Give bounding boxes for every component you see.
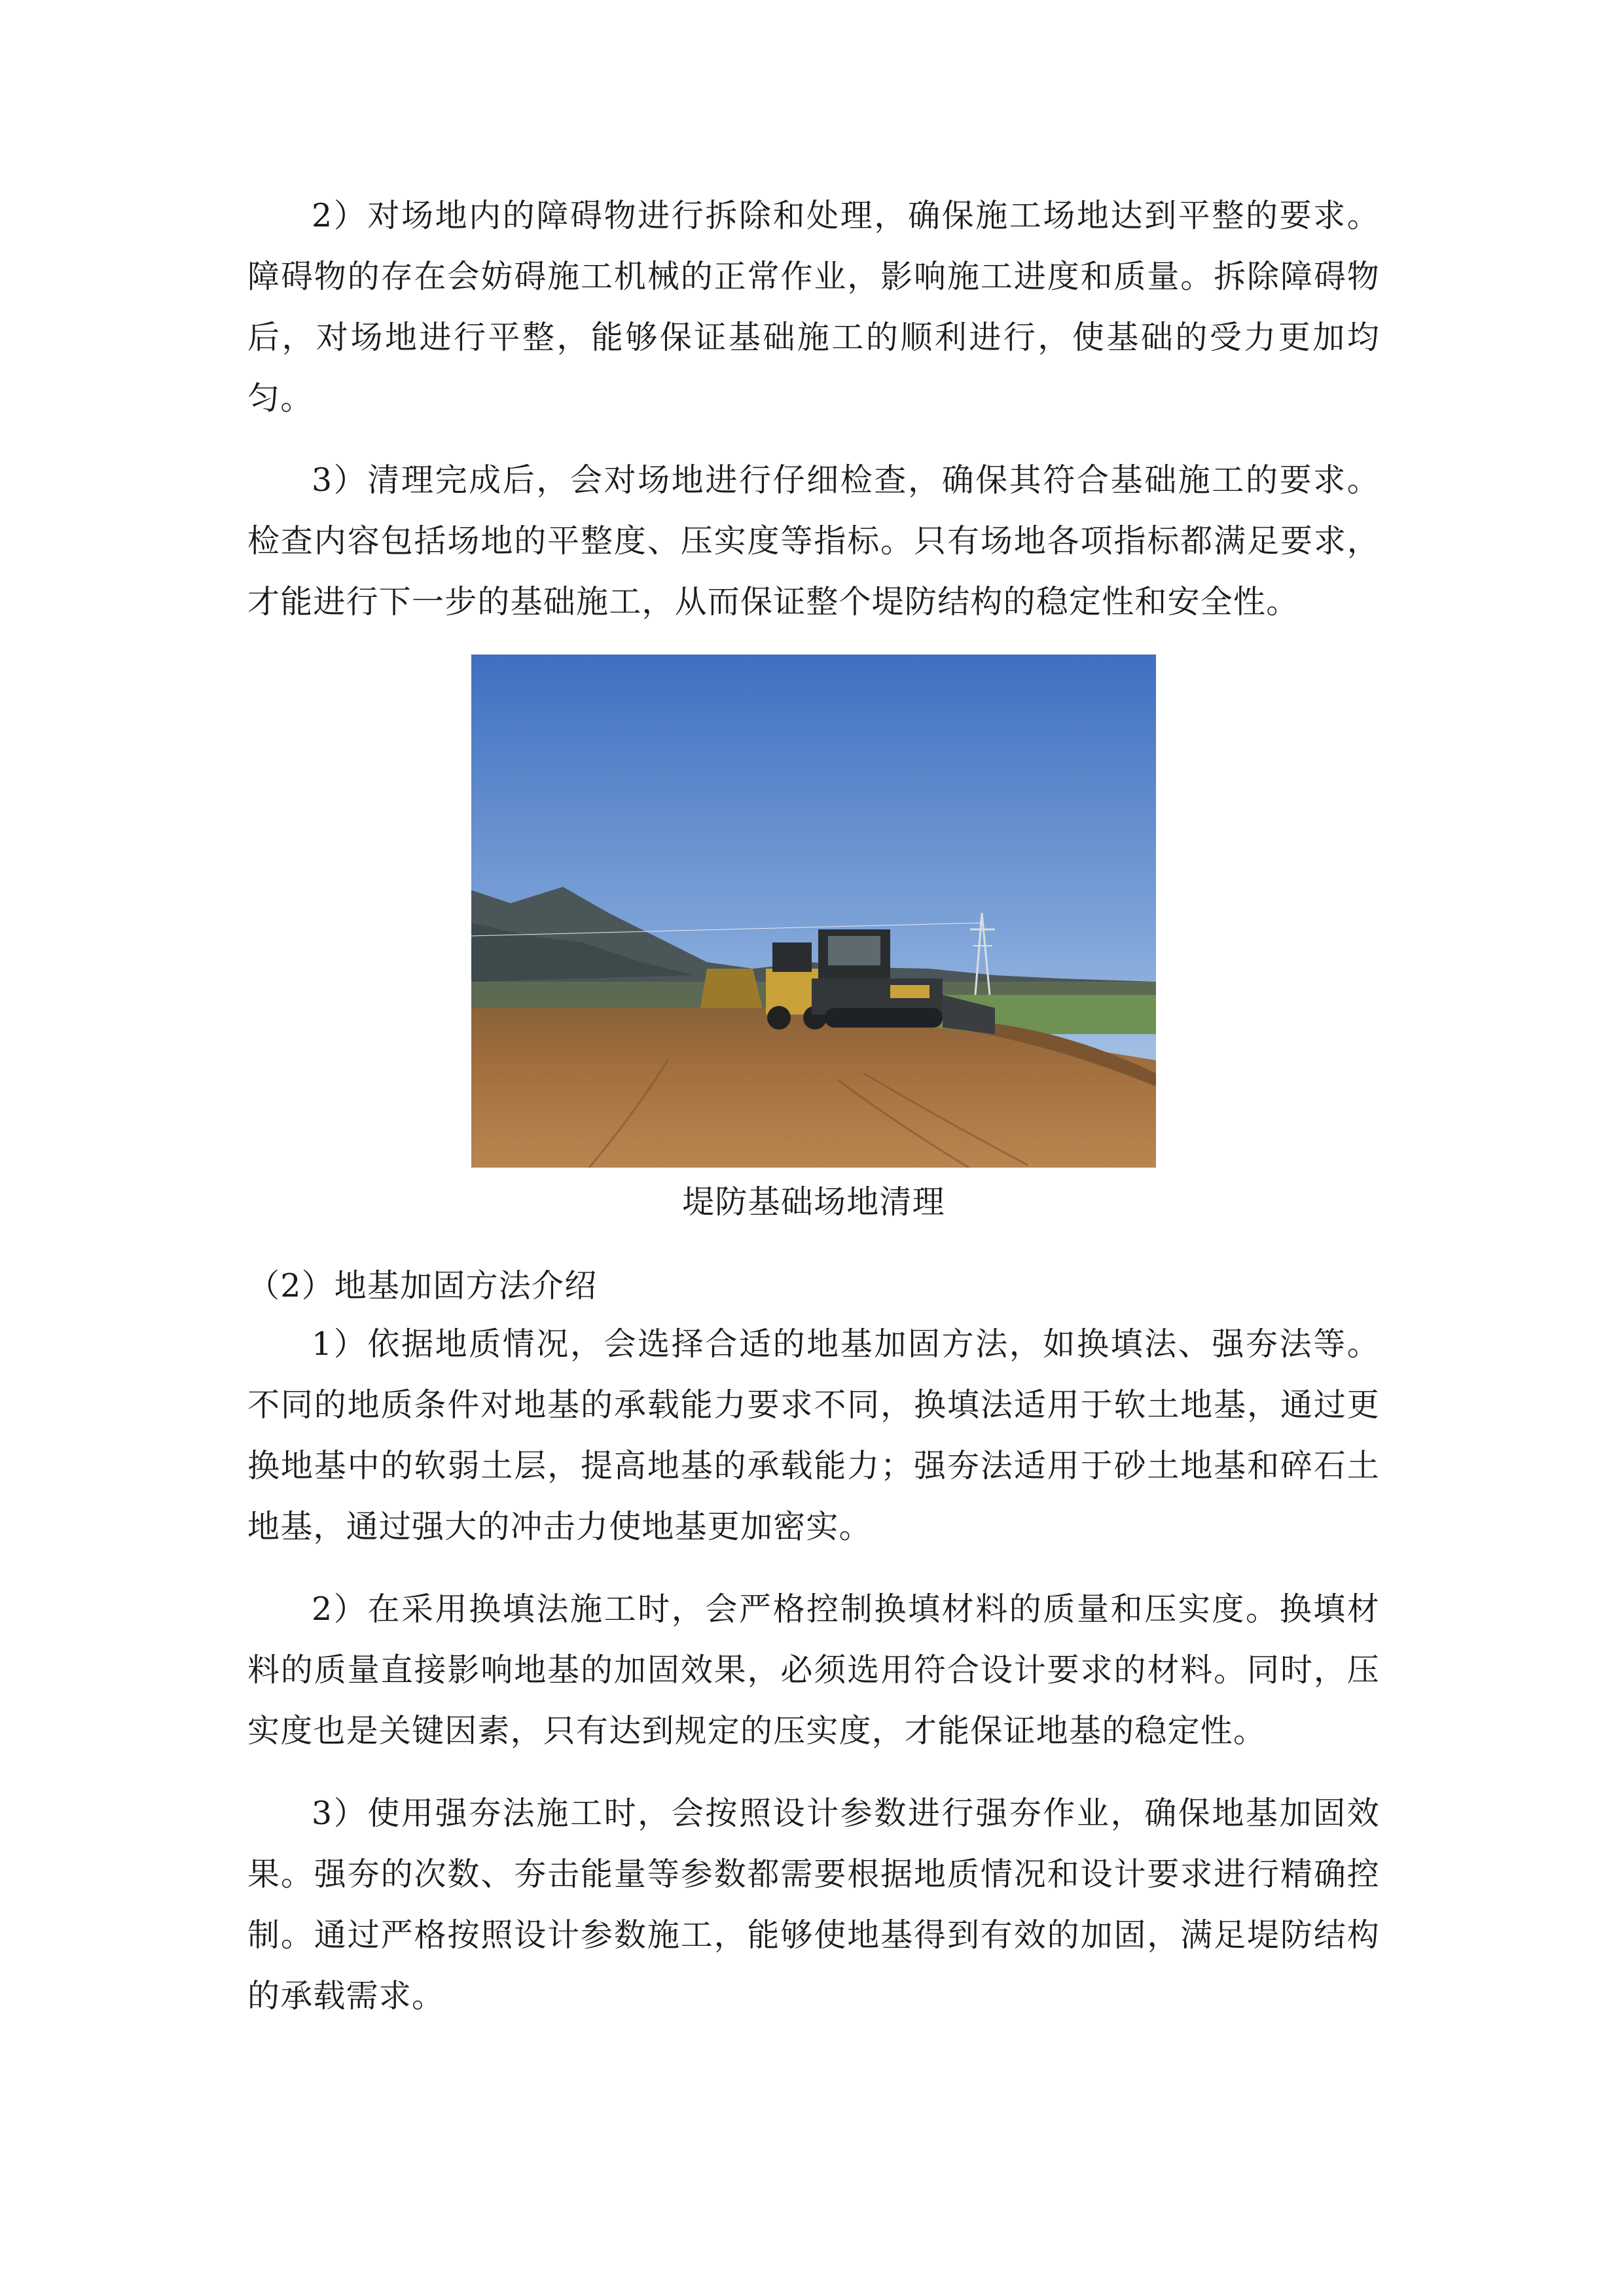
section-heading-foundation-reinforcement: （2）地基加固方法介绍	[247, 1267, 598, 1304]
paragraph-site-inspection: 3）清理完成后，会对场地进行仔细检查，确保其符合基础施工的要求。检查内容包括场地的平整度、压实度等指标。只有场地各项指标都满足要求，才能进行下一步的基础施工，从而保证整个堤防结构的稳定性和安全性。	[247, 461, 1380, 620]
document-page	[247, 0, 1380, 2296]
paragraph-obstacle-removal: 2）对场地内的障碍物进行拆除和处理，确保施工场地达到平整的要求。障碍物的存在会妨碍施工机械的正常作业，影响施工进度和质量。拆除障碍物后，对场地进行平整，能够保证基础施工的顺利进行，使基础的受力更加均匀。	[247, 197, 1380, 417]
site-clearing-photo	[471, 655, 1156, 1168]
paragraph-reinforcement-method-selection: 1）依据地质情况，会选择合适的地基加固方法，如换填法、强夯法等。不同的地质条件对地基的承载能力要求不同，换填法适用于软土地基，通过更换地基中的软弱土层，提高地基的承载能力；强夯法适用于砂土地基和碎石土地基，通过强大的冲击力使地基更加密实。	[247, 1325, 1380, 1545]
paragraph-replacement-filling: 2）在采用换填法施工时，会严格控制换填材料的质量和压实度。换填材料的质量直接影响地基的加固效果，必须选用符合设计要求的材料。同时，压实度也是关键因素，只有达到规定的压实度，才能保证地基的稳定性。	[247, 1590, 1380, 1749]
paragraph-dynamic-compaction: 3）使用强夯法施工时，会按照设计参数进行强夯作业，确保地基加固效果。强夯的次数、夯击能量等参数都需要根据地质情况和设计要求进行精确控制。通过严格按照设计参数施工，能够使地基得到有效的加固，满足堤防结构的承载需求。	[247, 1795, 1380, 2015]
figure-caption: 堤防基础场地清理	[682, 1183, 945, 1221]
site-clearing-illustration	[471, 655, 1156, 1168]
